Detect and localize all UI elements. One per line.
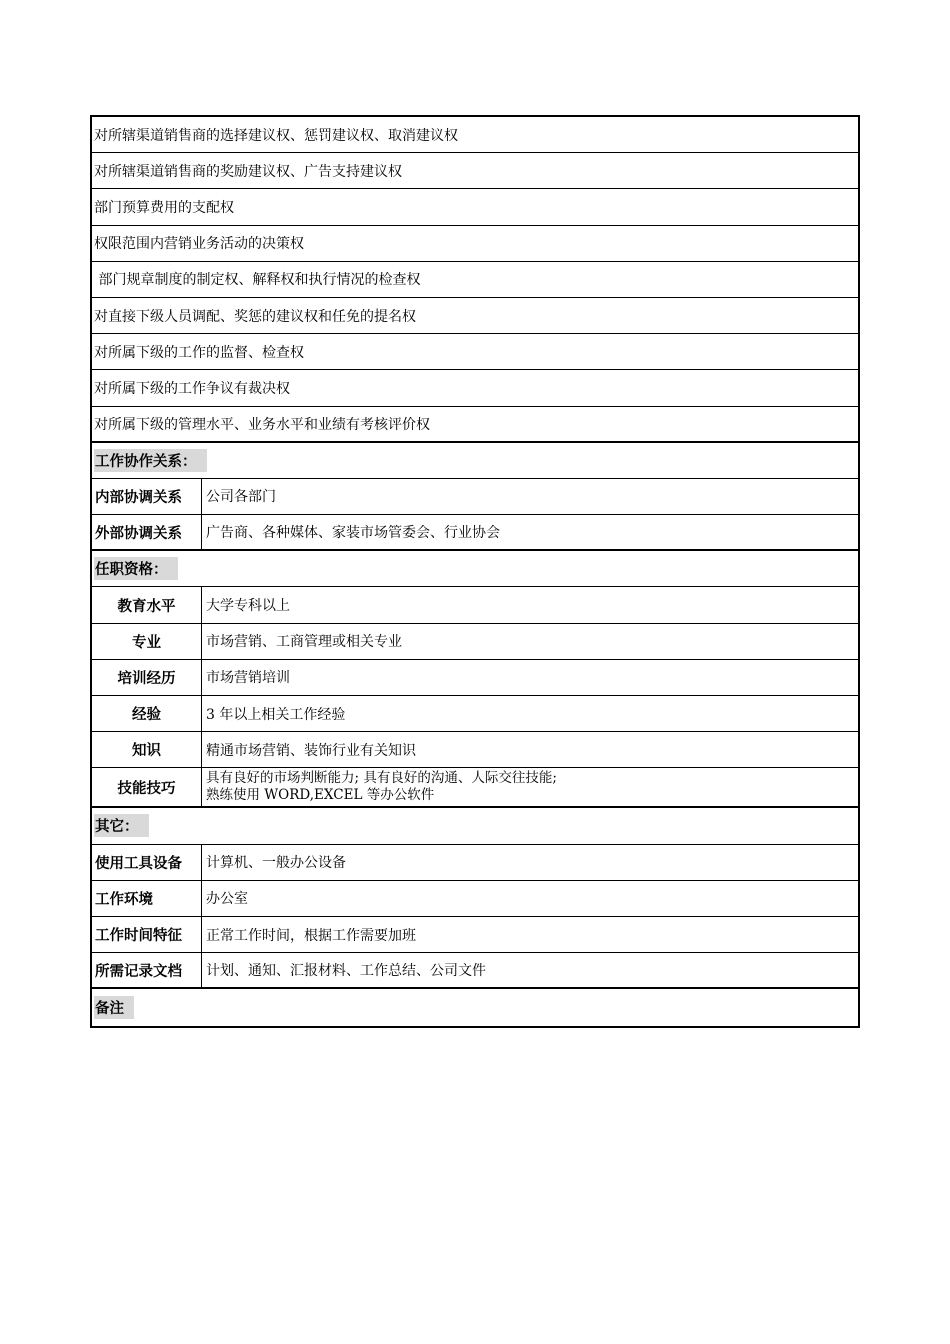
section-title: 任职资格： xyxy=(94,557,178,580)
rights-row xyxy=(92,226,858,262)
external-coordination-row xyxy=(92,515,858,551)
rights-row xyxy=(92,117,858,153)
experience-row xyxy=(92,696,858,732)
right-text: 对直接下级人员调配、奖惩的建议权和任免的提名权 xyxy=(94,308,416,325)
records-row xyxy=(92,953,858,989)
right-text: 对所属下级的工作争议有裁决权 xyxy=(94,380,290,397)
field-label: 外部协调关系 xyxy=(92,515,202,549)
right-text: 权限范围内营销业务活动的决策权 xyxy=(94,236,304,253)
right-text: 部门规章制度的制定权、解释权和执行情况的检查权 xyxy=(94,272,421,289)
field-value: 3 年以上相关工作经验 xyxy=(206,706,346,723)
rights-row xyxy=(92,298,858,334)
section-header-other xyxy=(92,808,858,844)
field-value: 公司各部门 xyxy=(206,489,276,506)
field-value: 计算机、一般办公设备 xyxy=(206,855,346,872)
field-label: 培训经历 xyxy=(92,660,202,695)
section-title: 备注 xyxy=(94,996,134,1019)
field-value: 市场营销培训 xyxy=(206,670,290,687)
right-text: 对所属下级的管理水平、业务水平和业绩有考核评价权 xyxy=(94,416,430,433)
field-label: 知识 xyxy=(92,732,202,767)
rights-row xyxy=(92,189,858,225)
field-value: 大学专科以上 xyxy=(206,598,290,615)
field-label: 工作时间特征 xyxy=(92,917,202,952)
skills-line: 熟练使用 WORD,EXCEL 等办公软件 xyxy=(206,787,435,804)
training-row xyxy=(92,660,858,696)
rights-row xyxy=(92,370,858,406)
field-value: 计划、通知、汇报材料、工作总结、公司文件 xyxy=(206,963,486,980)
section-title: 工作协作关系： xyxy=(94,449,207,472)
rights-row xyxy=(92,407,858,443)
education-row xyxy=(92,587,858,623)
field-label: 专业 xyxy=(92,624,202,659)
rights-row xyxy=(92,334,858,370)
environment-row xyxy=(92,881,858,917)
remarks-row xyxy=(92,989,858,1025)
skills-row xyxy=(92,768,858,808)
tools-row xyxy=(92,845,858,881)
section-header-qualification xyxy=(92,551,858,587)
section-header-cooperation xyxy=(92,443,858,479)
field-value: 市场营销、工商管理或相关专业 xyxy=(206,634,402,651)
field-label: 技能技巧 xyxy=(92,768,202,806)
field-label: 经验 xyxy=(92,696,202,731)
right-text: 部门预算费用的支配权 xyxy=(94,199,234,216)
right-text: 对所辖渠道销售商的选择建议权、惩罚建议权、取消建议权 xyxy=(94,127,458,144)
skills-line: 具有良好的市场判断能力; 具有良好的沟通、人际交往技能; xyxy=(206,770,557,787)
field-value: 正常工作时间，根据工作需要加班 xyxy=(206,927,416,944)
work-time-row xyxy=(92,917,858,953)
rights-row xyxy=(92,262,858,298)
rights-row xyxy=(92,153,858,189)
field-label: 工作环境 xyxy=(92,881,202,916)
field-value: 广告商、各种媒体、家装市场管委会、行业协会 xyxy=(206,525,500,542)
right-text: 对所属下级的工作的监督、检查权 xyxy=(94,344,304,361)
field-label: 使用工具设备 xyxy=(92,845,202,880)
field-label: 教育水平 xyxy=(92,587,202,622)
knowledge-row xyxy=(92,732,858,768)
section-title: 其它： xyxy=(94,814,149,837)
field-value: 精通市场营销、装饰行业有关知识 xyxy=(206,742,416,759)
internal-coordination-row xyxy=(92,479,858,515)
field-label: 所需记录文档 xyxy=(92,953,202,987)
field-value: 办公室 xyxy=(206,891,248,908)
job-description-table xyxy=(90,115,860,1028)
right-text: 对所辖渠道销售商的奖励建议权、广告支持建议权 xyxy=(94,163,402,180)
field-label: 内部协调关系 xyxy=(92,479,202,514)
major-row xyxy=(92,624,858,660)
field-value xyxy=(202,768,858,806)
